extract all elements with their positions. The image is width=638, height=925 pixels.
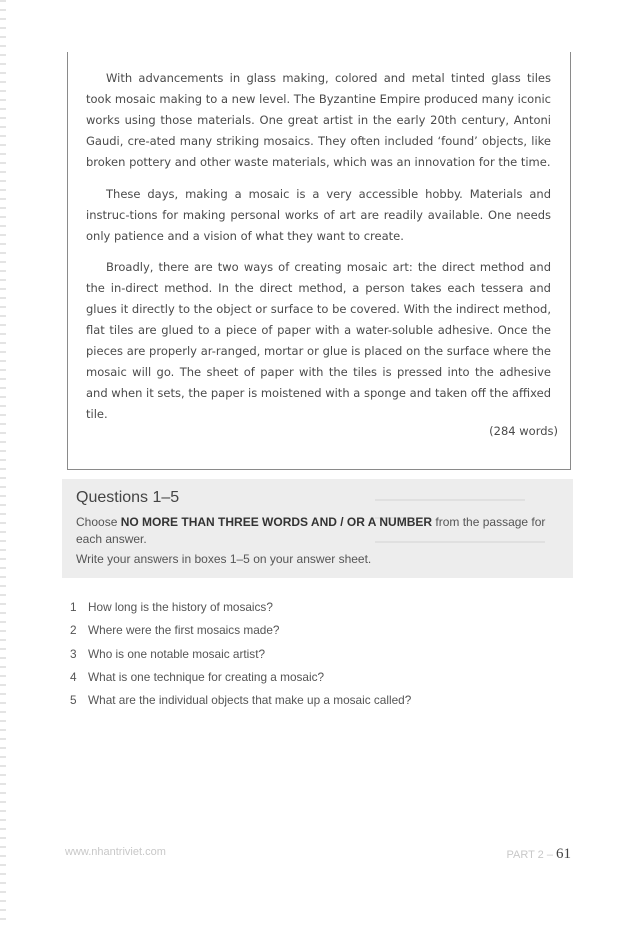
instruction-suffix: from the passage for each answer. <box>76 515 546 546</box>
question-item <box>70 647 411 670</box>
question-number: 3 <box>70 646 77 661</box>
question-number: 4 <box>70 669 77 684</box>
question-text: Who is one notable mosaic artist? <box>88 646 266 661</box>
part-label: PART 2 – <box>506 849 556 861</box>
question-text: What is one technique for creating a mosaic? <box>88 669 325 684</box>
questions-instruction-box <box>62 479 573 578</box>
question-text: How long is the history of mosaics? <box>88 600 273 614</box>
word-count: (284 words) <box>489 424 558 438</box>
question-number: 1 <box>70 600 77 614</box>
question-item <box>70 600 411 623</box>
question-item <box>70 623 411 646</box>
question-item <box>70 670 411 693</box>
question-number: 5 <box>70 693 77 708</box>
questions-instructions <box>76 514 556 568</box>
answer-sheet-instruction: Write your answers in boxes 1–5 on your answer sheet. <box>76 552 372 566</box>
page-footer <box>506 843 571 863</box>
page-edge-decoration <box>0 0 6 925</box>
choose-instruction <box>76 514 556 548</box>
question-number: 2 <box>70 623 77 638</box>
instruction-limit: NO MORE THAN THREE WORDS AND / OR A NUMBER <box>120 515 433 529</box>
question-list <box>70 600 411 716</box>
question-text: What are the individual objects that make up a mosaic called? <box>88 693 412 708</box>
question-item <box>70 693 411 716</box>
passage-paragraph: Broadly, there are two ways of creating mosaic art: the direct method and the in-direct method. In the direct method, a person takes each tessera and glues it directly to the object or surface to be covered. With the indirect method, flat tiles are glued to a piece of paper with a water-soluble adhesive. Once the pieces are properly ar-ranged, mortar or glue is placed on the surface where the mosaic will go. The sheet of paper with the tiles is pressed into the adhesive and when it sets, the paper is moistened with a sponge and taken off the affixed tile. <box>86 260 551 421</box>
questions-title: Questions 1–5 <box>76 489 180 506</box>
question-text: Where were the first mosaics made? <box>88 623 280 638</box>
reading-passage <box>67 52 571 470</box>
page-number: 61 <box>556 846 571 862</box>
instruction-prefix: Choose <box>76 515 121 529</box>
passage-paragraph: With advancements in glass making, colored and metal tinted glass tiles took mosaic making to a new level. The Byzantine Empire produced many iconic works using those materials. One great artist in the early 20th century, Antoni Gaudi, cre-ated many striking mosaics. They often included ‘found’ objects, like broken pottery and other waste materials, which was an innovation for the time. <box>86 71 551 169</box>
publisher-url: www.nhantriviet.com <box>65 846 166 858</box>
passage-paragraph: These days, making a mosaic is a very accessible hobby. Materials and instruc-tions for making personal works of art are readily available. One needs only patience and a vision of what they want to create. <box>86 187 551 243</box>
